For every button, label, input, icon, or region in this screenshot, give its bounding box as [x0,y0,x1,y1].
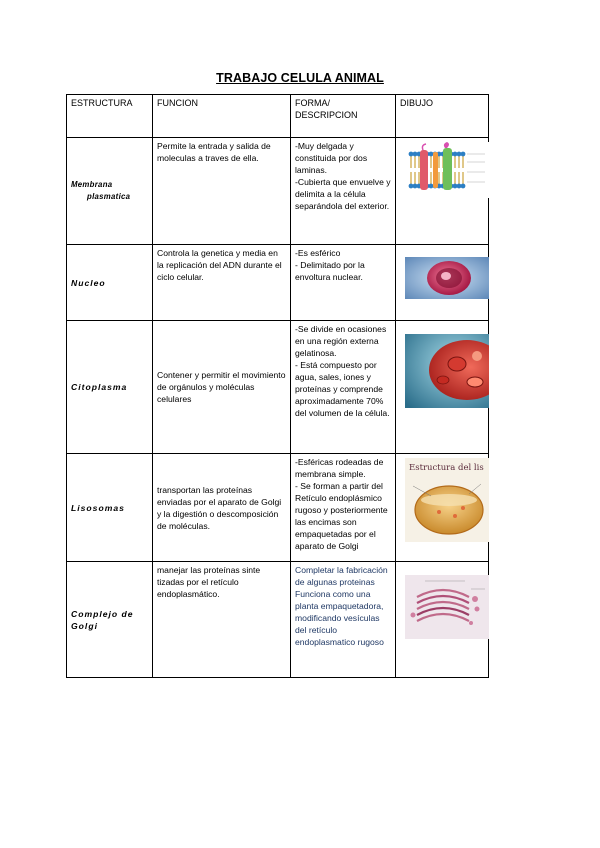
cytoplasm-illustration [405,334,489,408]
structure-name-cell [67,245,153,321]
function-cell: transportan las proteínas enviadas por el aparato de Golgi y la digestión o descomposición de moléculas. [153,454,291,562]
header-funcion: FUNCION [153,95,291,138]
structure-name-cell [67,321,153,454]
function-cell: Permite la entrada y salida de moleculas a traves de ella. [153,138,291,245]
table-row [67,245,489,321]
structure-name-line1: Lisosomas [71,502,125,513]
structure-name-line2: Golgi [71,620,98,631]
function-cell: Controla la genetica y media en la replicación del ADN durante el ciclo celular. [153,245,291,321]
structure-name-line1: Membrana [71,180,113,189]
table-row [67,454,489,562]
description-cell: -Se divide en ocasiones en una región externa gelatinosa. - Está compuesto por agua, sales, iones y proteínas y comprende aproximadamente 70% del volumen de la célula. [291,321,396,454]
function-cell: manejar las proteínas sinte tizadas por el retículo endoplasmático. [153,562,291,678]
nucleus-illustration [405,257,489,299]
drawing-cell [396,245,489,321]
structure-name-line2: plasmatica [87,192,131,201]
drawing-cell [396,454,489,562]
membrane-bilayer-illustration [405,142,489,198]
header-forma-line2: DESCRIPCION [295,110,358,120]
header-dibujo: DIBUJO [396,95,489,138]
description-cell: -Es esférico - Delimitado por la envoltura nuclear. [291,245,396,321]
description-cell: Completar la fabricación de algunas proteinas Funciona como una planta empaquetadora, modificando vesículas del retículo endoplasmatico rugoso [291,562,396,678]
function-cell: Contener y permitir el movimiento de orgánulos y moléculas celulares [153,321,291,454]
header-forma [291,95,396,138]
drawing-cell [396,138,489,245]
table-header-row [67,95,489,138]
header-forma-line1: FORMA/ [295,98,330,108]
table-row [67,562,489,678]
structure-name-cell [67,562,153,678]
structure-name-line1: Citoplasma [71,382,128,392]
structure-name-line1: Complejo de [71,608,134,619]
drawing-cell [396,321,489,454]
drawing-cell [396,562,489,678]
structure-name-cell [67,138,153,245]
table-row [67,138,489,245]
lysosome-sphere [405,478,489,542]
structure-name-cell [67,454,153,562]
golgi-illustration [405,575,489,639]
structure-name-line1: Nucleo [71,277,106,288]
cell-structure-table [66,94,489,678]
table-row [67,321,489,454]
description-cell: -Esféricas rodeadas de membrana simple. - Se forman a partir del Retículo endoplásmico rugoso y posteriormente las encimas son empaquetadas por el aparato de Golgi [291,454,396,562]
lysosome-illustration [405,458,489,542]
description-cell: -Muy delgada y constituida por dos laminas. -Cubierta que envuelve y delimita a la célula separándola del exterior. [291,138,396,245]
lysosome-image-caption: Estructura del lis [409,463,484,473]
document-title: TRABAJO CELULA ANIMAL [216,71,384,85]
header-estructura: ESTRUCTURA [67,95,153,138]
